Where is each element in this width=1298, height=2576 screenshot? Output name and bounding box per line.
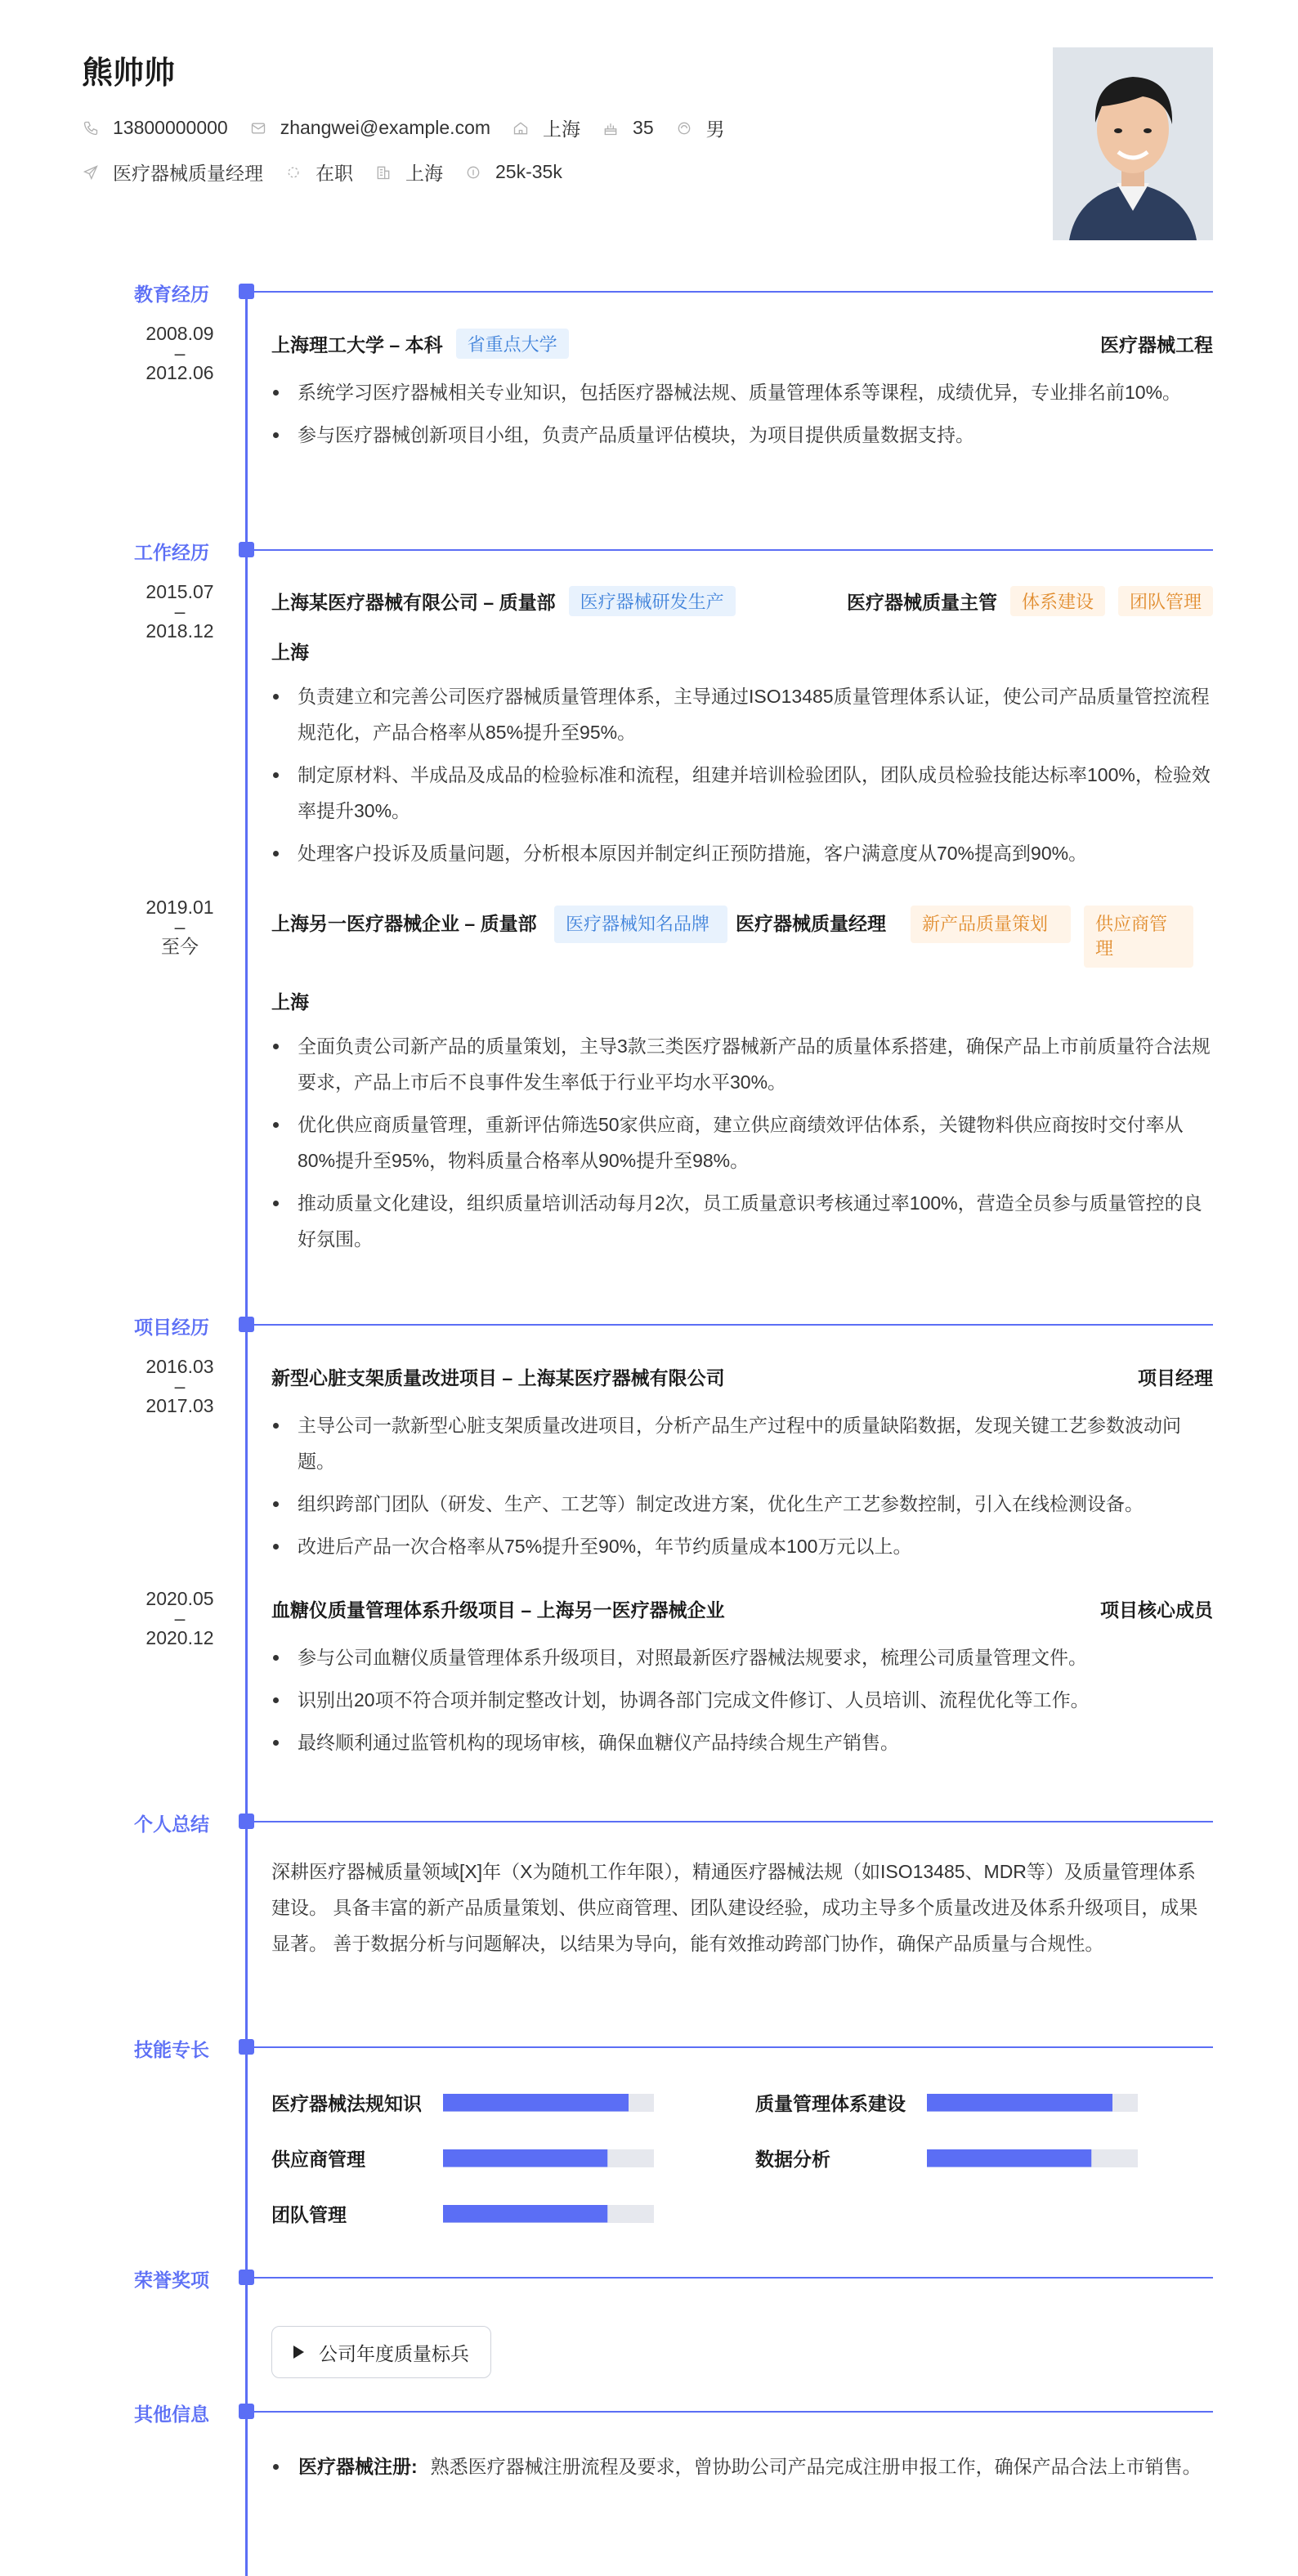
work-title-row xyxy=(271,586,1213,616)
play-icon xyxy=(293,2346,304,2359)
work-date: 2019.01 – 至今 xyxy=(145,897,214,957)
company-name: 上海某医疗器械有限公司 – 质量部 xyxy=(271,592,556,613)
age-item xyxy=(602,117,654,139)
skill-item xyxy=(755,2144,1138,2171)
section-title-projects: 项目经历 xyxy=(134,1317,209,1338)
candidate-name: 熊帅帅 xyxy=(82,56,176,91)
list-item: 参与公司血糖仪质量管理体系升级项目，对照最新医疗器械法规要求，梳理公司质量管理文件。 xyxy=(271,1639,1213,1675)
skill-bar xyxy=(443,2094,654,2112)
school-tag: 省重点大学 xyxy=(456,329,569,359)
list-item: 推动质量文化建设，组织质量培训活动每月2次，员工质量意识考核通过率100%，营造全员参与质量管控的良好氛围。 xyxy=(271,1185,1213,1257)
list-item: 主导公司一款新型心脏支架质量改进项目，分析产品生产过程中的质量缺陷数据，发现关键工艺参数波动问题。 xyxy=(271,1407,1213,1479)
project-role: 项目核心成员 xyxy=(1100,1599,1213,1621)
section-divider xyxy=(254,1324,1213,1326)
coin-icon xyxy=(464,163,482,181)
cake-icon xyxy=(602,119,620,137)
job-role: 医疗器械质量经理 xyxy=(736,913,886,934)
job-target-item xyxy=(82,159,263,186)
project-date: 2016.03 – 2017.03 xyxy=(145,1356,214,1416)
profile-photo xyxy=(1053,47,1213,240)
section-title-skills: 技能专长 xyxy=(134,2039,209,2060)
section-marker xyxy=(239,2404,254,2419)
skill-name: 质量管理体系建设 xyxy=(755,2093,906,2114)
target-city-item xyxy=(374,159,443,186)
home-icon xyxy=(512,119,530,137)
timeline-line xyxy=(245,291,248,2576)
role-tag: 团队管理 xyxy=(1118,586,1213,616)
role-tag: 体系建设 xyxy=(1010,586,1105,616)
skill-bar-fill xyxy=(443,2094,629,2112)
list-item: 制定原材料、半成品及成品的检验标准和流程，组建并培训检验团队，团队成员检验技能达标率100%，检验效率提升30%。 xyxy=(271,757,1213,829)
skill-name: 团队管理 xyxy=(271,2204,347,2225)
skill-bar-fill xyxy=(927,2149,1091,2167)
skill-item xyxy=(271,2200,654,2227)
phone-item xyxy=(82,117,228,139)
section-divider xyxy=(254,1821,1213,1822)
skill-bar-fill xyxy=(443,2205,607,2223)
award-item xyxy=(271,2326,491,2378)
other-key: 医疗器械注册: xyxy=(298,2456,418,2477)
send-icon xyxy=(82,163,100,181)
project-bullets xyxy=(271,1639,1213,1767)
summary-text: 深耕医疗器械质量领域[X]年（X为随机工作年限），精通医疗器械法规（如ISO13485、MDR等）及质量管理体系建设。 具备丰富的新产品质量策划、供应商管理、团队建设经验，成功主导多个质量改进及体系升级项目，成果显著。 善于数据分析与问题解决，以结果为导向，能有效推动跨部门协作，确保产品质量与合规性。 xyxy=(271,1861,1198,1954)
other-value: 熟悉医疗器械注册流程及要求，曾协助公司产品完成注册申报工作，确保产品合法上市销售。 xyxy=(430,2456,1202,2477)
mail-icon xyxy=(249,119,267,137)
company-name: 上海另一医疗器械企业 – 质量部 xyxy=(271,913,537,934)
skill-bar-fill xyxy=(443,2149,607,2167)
section-marker xyxy=(239,2270,254,2285)
skill-name: 数据分析 xyxy=(755,2149,830,2170)
target-city-text: 上海 xyxy=(405,163,443,184)
other-item xyxy=(271,2449,1213,2484)
gender-text: 男 xyxy=(705,119,725,140)
project-role: 项目经理 xyxy=(1138,1367,1213,1389)
list-item: 识别出20项不符合项并制定整改计划，协调各部门完成文件修订、人员培训、流程优化等工作。 xyxy=(271,1682,1213,1718)
gender-item xyxy=(675,114,725,141)
skill-item xyxy=(271,2089,654,2116)
work-city: 上海 xyxy=(271,642,309,663)
edu-bullets xyxy=(271,374,1213,459)
phone-icon xyxy=(82,119,100,137)
project-name: 血糖仪质量管理体系升级项目 – 上海另一医疗器械企业 xyxy=(271,1599,725,1621)
list-item: 优化供应商质量管理，重新评估筛选50家供应商，建立供应商绩效评估体系，关键物料供应商按时交付率从80%提升至95%，物料质量合格率从90%提升至98%。 xyxy=(271,1107,1213,1178)
project-date: 2020.05 – 2020.12 xyxy=(145,1588,214,1648)
edu-title-row xyxy=(271,329,1213,359)
skill-item xyxy=(271,2144,654,2171)
salary-item xyxy=(464,161,562,183)
building-icon xyxy=(374,163,392,181)
role-tag: 供应商管理 xyxy=(1084,906,1193,968)
skill-bar xyxy=(927,2094,1138,2112)
list-item: 改进后产品一次合格率从75%提升至90%，年节约质量成本100万元以上。 xyxy=(271,1528,1213,1564)
section-marker xyxy=(239,284,254,299)
work-title-row xyxy=(271,906,1213,968)
location-text: 上海 xyxy=(543,119,581,140)
edu-date: 2008.09 – 2012.06 xyxy=(145,323,214,383)
section-divider xyxy=(254,549,1213,551)
section-marker xyxy=(239,1317,254,1332)
bullet-dot xyxy=(273,2464,279,2470)
award-text: 公司年度质量标兵 xyxy=(319,2342,469,2364)
status-item xyxy=(284,159,353,186)
project-title-row xyxy=(271,1595,1213,1622)
salary-text: 25k-35k xyxy=(495,161,562,182)
section-title-work: 工作经历 xyxy=(134,542,209,563)
work-city: 上海 xyxy=(271,991,309,1013)
section-title-other: 其他信息 xyxy=(134,2404,209,2425)
work-bullets xyxy=(271,1028,1213,1263)
skill-name: 供应商管理 xyxy=(271,2149,365,2170)
skill-name: 医疗器械法规知识 xyxy=(271,2093,422,2114)
skill-bar xyxy=(443,2205,654,2223)
skill-item xyxy=(755,2089,1138,2116)
skill-bar-fill xyxy=(927,2094,1112,2112)
project-title-row xyxy=(271,1363,1213,1390)
intent-row xyxy=(82,159,584,186)
section-divider xyxy=(254,2411,1213,2413)
job-target-text: 医疗器械质量经理 xyxy=(113,163,263,184)
loading-icon xyxy=(284,163,302,181)
company-tag: 医疗器械研发生产 xyxy=(569,586,736,616)
section-marker xyxy=(239,1813,254,1829)
list-item: 最终顺利通过监管机构的现场审核，确保血糖仪产品持续合规生产销售。 xyxy=(271,1724,1213,1760)
phone-text: 13800000000 xyxy=(113,117,228,138)
project-bullets xyxy=(271,1407,1213,1571)
section-marker xyxy=(239,2039,254,2055)
work-bullets xyxy=(271,678,1213,878)
section-marker xyxy=(239,542,254,557)
school-name: 上海理工大学 – 本科 xyxy=(271,334,443,356)
role-tag: 新产品质量策划 xyxy=(911,906,1071,943)
list-item: 参与医疗器械创新项目小组，负责产品质量评估模块，为项目提供质量数据支持。 xyxy=(271,417,1213,453)
project-name: 新型心脏支架质量改进项目 – 上海某医疗器械有限公司 xyxy=(271,1367,725,1389)
skill-bar xyxy=(927,2149,1138,2167)
job-role: 医疗器械质量主管 xyxy=(846,592,997,613)
status-text: 在职 xyxy=(316,163,353,184)
age-text: 35 xyxy=(633,117,654,138)
section-divider xyxy=(254,291,1213,293)
company-tag: 医疗器械知名品牌 xyxy=(554,906,727,943)
list-item: 全面负责公司新产品的质量策划，主导3款三类医疗器械新产品的质量体系搭建，确保产品上市前质量符合法规要求，产品上市后不良事件发生率低于行业平均水平30%。 xyxy=(271,1028,1213,1100)
work-date: 2015.07 – 2018.12 xyxy=(145,581,214,642)
major-name: 医疗器械工程 xyxy=(1100,334,1213,356)
gender-icon xyxy=(675,119,693,137)
skill-bar xyxy=(443,2149,654,2167)
location-item xyxy=(512,114,580,141)
section-title-summary: 个人总结 xyxy=(134,1813,209,1835)
email-item xyxy=(249,117,490,139)
list-item: 处理客户投诉及质量问题，分析根本原因并制定纠正预防措施，客户满意度从70%提高到90%。 xyxy=(271,835,1213,871)
list-item: 负责建立和完善公司医疗器械质量管理体系，主导通过ISO13485质量管理体系认证，使公司产品质量管控流程规范化，产品合格率从85%提升至95%。 xyxy=(271,678,1213,750)
section-divider xyxy=(254,2046,1213,2048)
section-title-awards: 荣誉奖项 xyxy=(134,2270,209,2291)
list-item: 组织跨部门团队（研发、生产、工艺等）制定改进方案，优化生产工艺参数控制，引入在线检测设备。 xyxy=(271,1486,1213,1522)
section-title-education: 教育经历 xyxy=(134,284,209,305)
list-item: 系统学习医疗器械相关专业知识，包括医疗器械法规、质量管理体系等课程，成绩优异，专业排名前10%。 xyxy=(271,374,1213,410)
contact-row xyxy=(82,114,746,141)
section-divider xyxy=(254,2277,1213,2279)
email-text: zhangwei@example.com xyxy=(280,117,491,138)
